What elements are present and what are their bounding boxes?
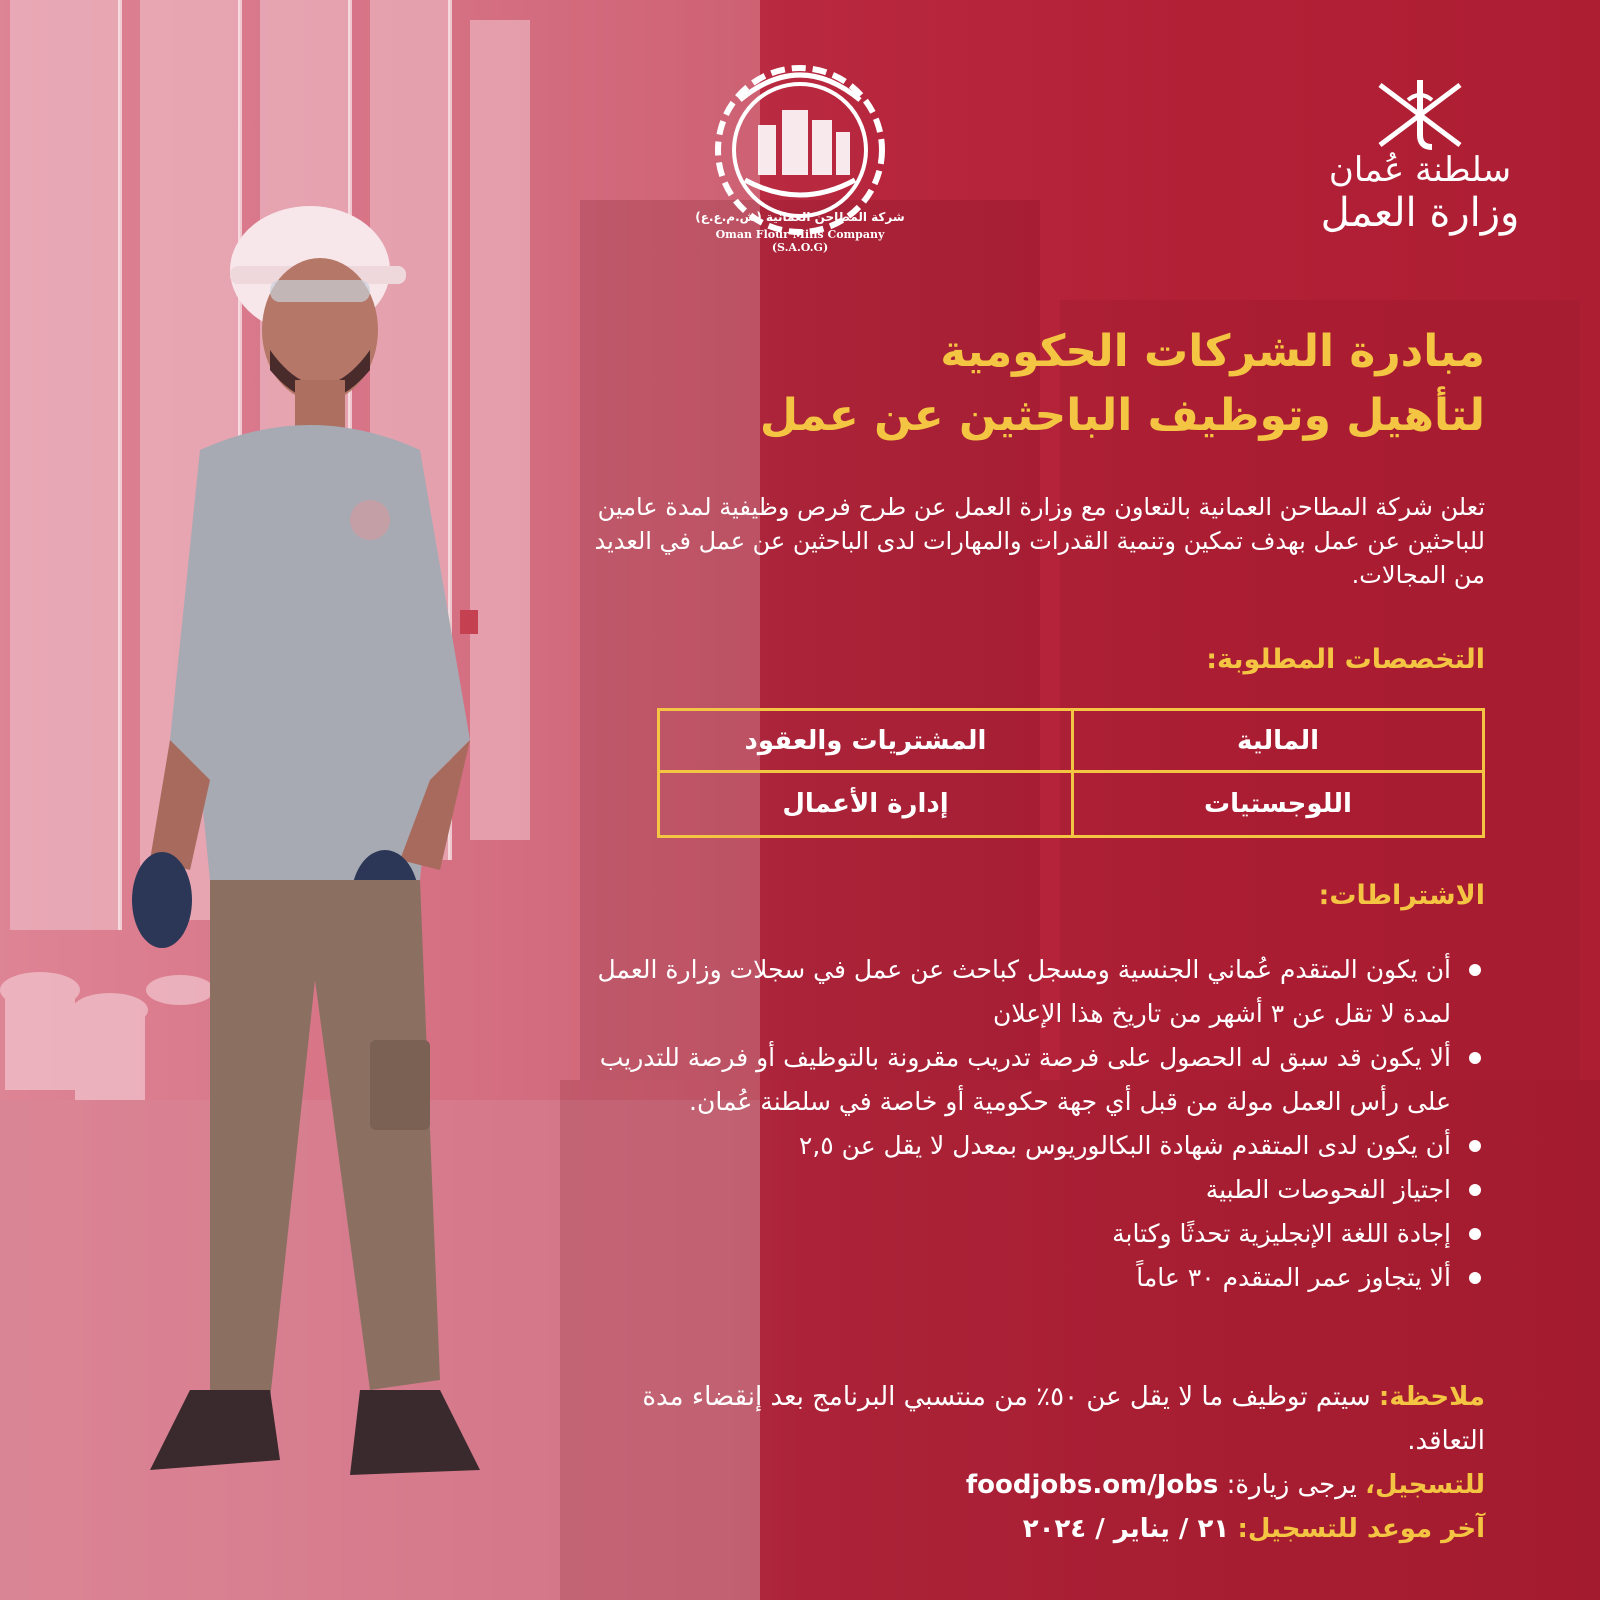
- specialization-cell: المشتريات والعقود: [660, 711, 1071, 773]
- list-item: [565, 1212, 1485, 1256]
- list-item: [565, 948, 1485, 1036]
- deadline-line: [605, 1507, 1485, 1551]
- specialization-cell: إدارة الأعمال: [782, 789, 949, 819]
- ministry-line2: وزارة العمل: [1320, 190, 1520, 236]
- ministry-line1: سلطنة عُمان: [1328, 150, 1512, 190]
- list-item: [565, 1168, 1485, 1212]
- requirements-heading: الاشتراطات:: [1318, 880, 1485, 911]
- requirement-text: اجتياز الفحوصات الطبية: [1205, 1175, 1451, 1204]
- requirement-text: أن يكون المتقدم عُماني الجنسية ومسجل كباحث عن عمل في سجلات وزارة العمل لمدة لا تقل عن ٣ أشهر من تاريخ هذا الإعلان: [597, 955, 1451, 1028]
- requirements-list: [565, 948, 1485, 1300]
- specializations-heading: التخصصات المطلوبة:: [1206, 644, 1485, 675]
- headline-line2: لتأهيل وتوظيف الباحثين عن عمل: [759, 390, 1485, 441]
- worker-illustration: [80, 180, 540, 1580]
- requirement-text: ألا يكون قد سبق له الحصول على فرصة تدريب مقرونة بالتوظيف أو فرصة للتدريب على رأس العمل مولة من قبل أي جهة حكومية أو خاصة في سلطنة عُمان.: [599, 1043, 1451, 1116]
- bullet-icon: [1469, 1228, 1481, 1240]
- requirement-text: إجادة اللغة الإنجليزية تحدثًا وكتابة: [1112, 1219, 1451, 1248]
- oman-emblem-icon: [1340, 75, 1500, 155]
- requirement-text: أن يكون لدى المتقدم شهادة البكالوريوس بمعدل لا يقل عن ٢,٥: [798, 1131, 1451, 1160]
- note-text: سيتم توظيف ما لا يقل عن ٥٠٪ من منتسبي البرنامج بعد إنقضاء مدة التعاقد.: [642, 1382, 1485, 1456]
- note-section: [605, 1375, 1485, 1551]
- requirement-text: ألا يتجاوز عمر المتقدم ٣٠ عاماً: [1136, 1263, 1451, 1292]
- headline: [565, 320, 1485, 448]
- register-url-link[interactable]: foodjobs.om/Jobs: [965, 1470, 1219, 1500]
- deadline-date: ٢١ / يناير / ٢٠٢٤: [1022, 1514, 1230, 1544]
- bullet-icon: [1469, 1272, 1481, 1284]
- specialization-cell: المالية: [1071, 711, 1482, 773]
- list-item: [565, 1256, 1485, 1300]
- bullet-icon: [1469, 1140, 1481, 1152]
- intro-paragraph: تعلن شركة المطاحن العمانية بالتعاون مع وزارة العمل عن طرح فرص وظيفية لمدة عامين للباحثين عن عمل بهدف تمكين وتنمية القدرات والمهارات لدى الباحثين عن عمل في العديد من المجالات.: [594, 493, 1485, 589]
- register-label: للتسجيل،: [1365, 1470, 1485, 1500]
- bullet-icon: [1469, 1184, 1481, 1196]
- deadline-label: آخر موعد للتسجيل:: [1237, 1514, 1485, 1544]
- bullet-icon: [1469, 1052, 1481, 1064]
- specializations-table: [657, 708, 1485, 838]
- bullet-icon: [1469, 964, 1481, 976]
- list-item: [565, 1124, 1485, 1168]
- company-name-english: Oman Flour Mills Company (S.A.O.G): [715, 228, 885, 254]
- register-text: يرجى زيارة:: [1226, 1470, 1357, 1500]
- register-line: [605, 1463, 1485, 1507]
- specialization-cell: اللوجستيات: [1071, 773, 1482, 835]
- note-label: ملاحظة:: [1378, 1382, 1485, 1412]
- note-line: [605, 1375, 1485, 1463]
- company-name-arabic: شركة المطاحن العمانية (ش.م.ع.ع): [695, 210, 905, 224]
- headline-line1: مبادرة الشركات الحكومية: [940, 326, 1485, 377]
- list-item: [565, 1036, 1485, 1124]
